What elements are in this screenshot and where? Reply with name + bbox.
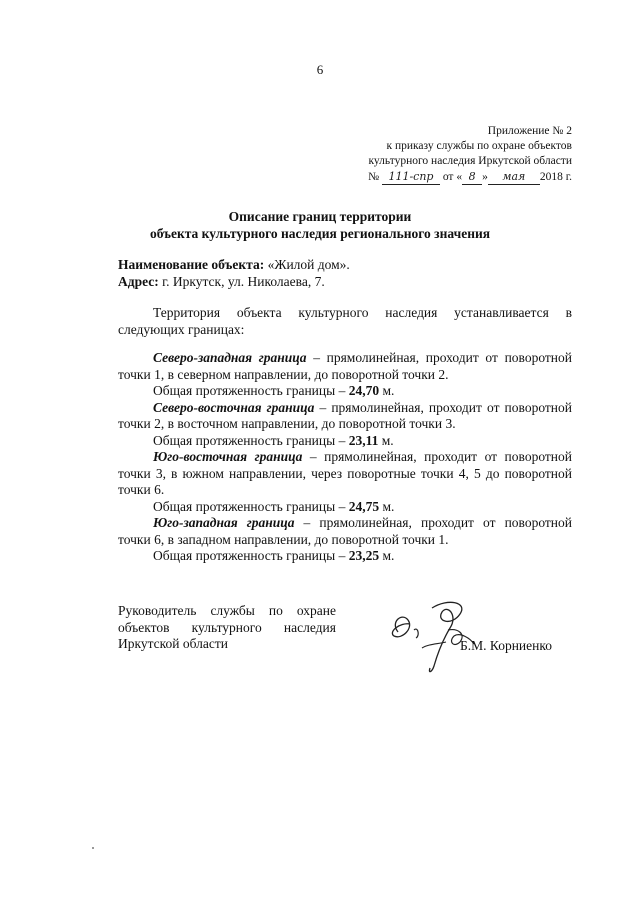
object-name <box>118 256 350 273</box>
length-value: 23,25 <box>348 548 380 563</box>
order-day: 8 <box>462 169 482 185</box>
title-line-1: Описание границ территории <box>228 209 412 224</box>
boundary-description <box>118 400 572 433</box>
length-unit: м. <box>379 383 395 398</box>
length-value: 24,70 <box>348 383 380 398</box>
appendix-title: Приложение № 2 <box>487 125 572 137</box>
date-quote: » <box>482 171 488 183</box>
length-label: Общая протяженность границы – <box>153 432 349 448</box>
boundary-name: Северо-восточная граница <box>153 399 315 415</box>
boundaries-list <box>118 350 572 565</box>
appendix-agency: культурного наследия Иркутской области <box>368 155 572 167</box>
object-address-label: Адрес: <box>118 274 159 289</box>
boundary-description <box>118 515 572 548</box>
length-label: Общая протяженность границы – <box>153 498 349 514</box>
title-line-2: объекта культурного наследия регионального значения <box>149 226 491 241</box>
object-name-value: «Жилой дом». <box>264 257 350 272</box>
length-value: 24,75 <box>348 498 380 514</box>
page-number: 6 <box>316 62 324 77</box>
intro-paragraph: Территория объекта культурного наследия устанавливается в следующих границах: <box>118 305 572 337</box>
order-year: 2018 г. <box>539 171 572 183</box>
boundary-text: – прямолинейная, проходит от поворотной точки 6, в западном направлении, до поворотной точки 1. <box>118 515 572 547</box>
boundary-length <box>118 383 572 400</box>
handwritten-signature <box>388 592 478 676</box>
appendix-header <box>368 124 572 185</box>
length-unit: м. <box>378 432 394 448</box>
scan-speck <box>92 847 94 849</box>
object-address-value: г. Иркутск, ул. Николаева, 7. <box>158 274 325 289</box>
order-month: мая <box>488 169 540 185</box>
boundary-description <box>118 449 572 499</box>
length-label: Общая протяженность границы – <box>153 383 349 398</box>
length-label: Общая протяженность границы – <box>153 548 349 563</box>
boundary-name: Юго-восточная граница <box>153 449 303 464</box>
boundary-name: Юго-западная граница <box>153 515 295 530</box>
number-label: № <box>368 171 380 183</box>
boundary-text: – прямолинейная, проходит от поворотной точки 2, в восточном направлении, до поворотной точки 3. <box>118 399 572 431</box>
length-unit: м. <box>379 498 395 514</box>
boundary-text: – прямолинейная, проходит от поворотной точки 1, в северном направлении, до поворотной точки 2. <box>118 350 572 382</box>
boundary-name: Северо-западная граница <box>153 350 307 365</box>
boundary-length <box>118 548 572 565</box>
signatory-line-1: Руководитель службы по охране <box>118 603 336 618</box>
date-from-label: от « <box>442 171 463 183</box>
length-value: 23,11 <box>348 432 379 448</box>
signatory-line-2: объектов культурного наследия <box>118 619 336 635</box>
appendix-number-date <box>368 169 572 185</box>
boundary-text: – прямолинейная, проходит от поворотной точки 3, в южном направлении, через поворотные точки 4, 5 до поворотной точки 6. <box>118 449 572 497</box>
boundary-description <box>118 350 572 383</box>
document-title <box>0 208 640 242</box>
object-address <box>118 273 325 290</box>
boundary-length <box>118 433 572 450</box>
object-name-label: Наименование объекта: <box>118 257 265 272</box>
signatory-position <box>118 603 336 653</box>
order-number: 111-спр <box>382 169 440 185</box>
signatory-line-3: Иркутской области <box>118 636 229 651</box>
boundary-length <box>118 499 572 516</box>
length-unit: м. <box>379 548 395 563</box>
appendix-order-ref: к приказу службы по охране объектов <box>386 140 572 152</box>
signatory-name: Б.М. Корниенко <box>460 638 553 653</box>
